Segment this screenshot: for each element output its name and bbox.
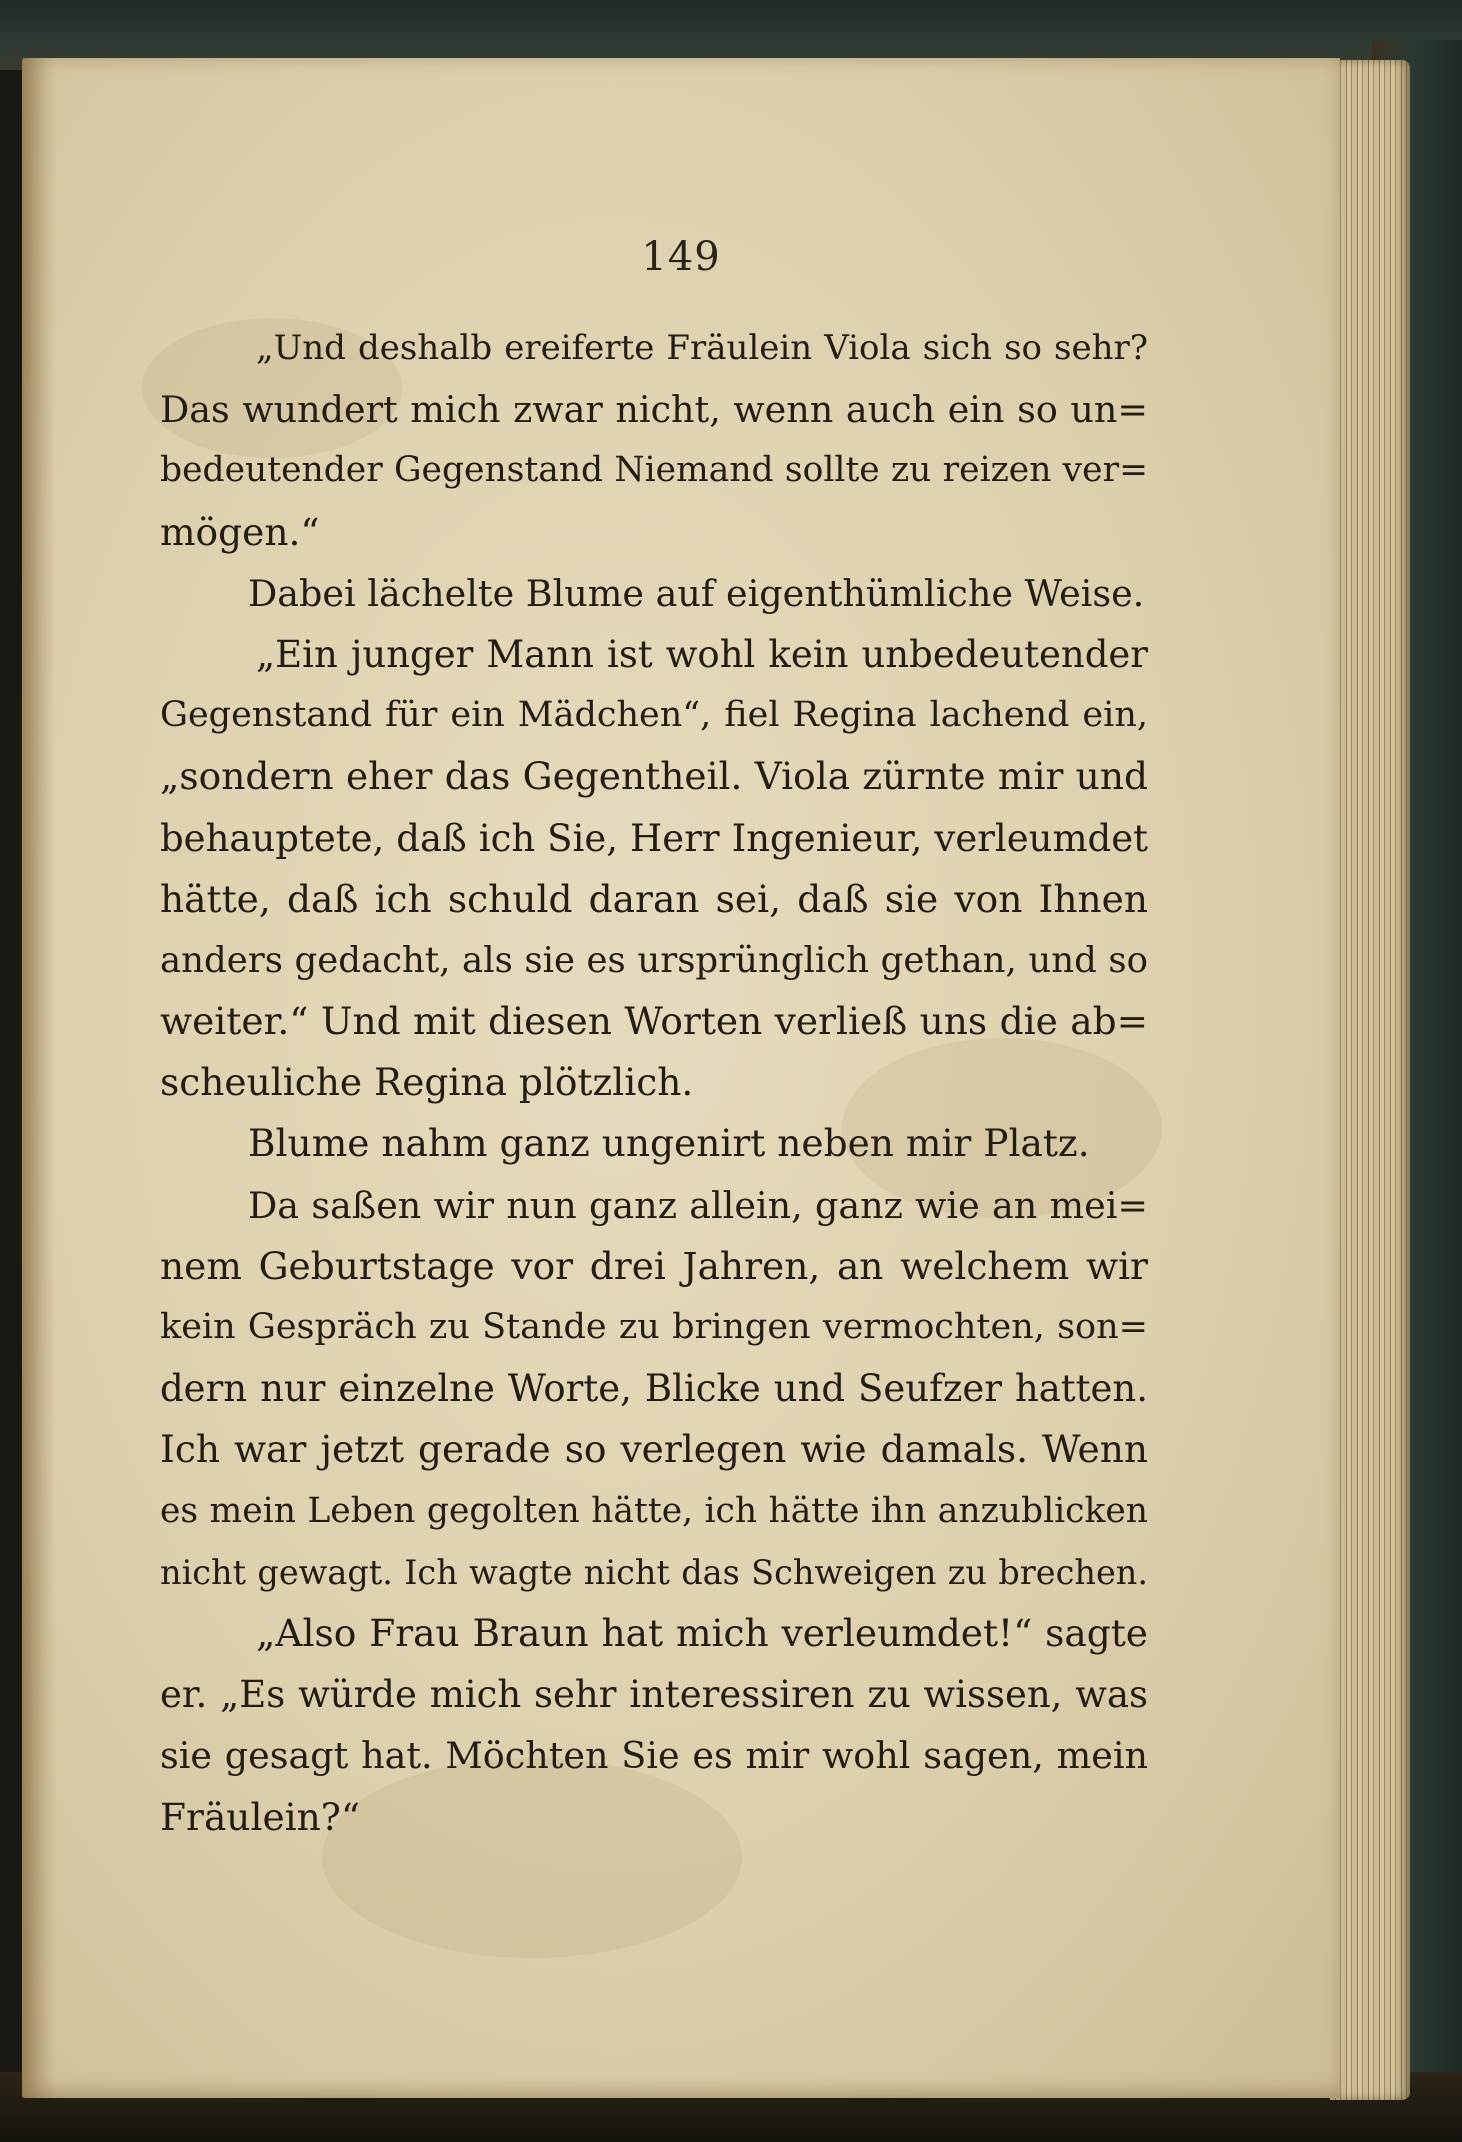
page-edges xyxy=(1330,60,1410,2100)
text-line: Da saßen wir nun ganz allein, ganz wie an mei= xyxy=(248,1183,1148,1227)
text-line: kein Gespräch zu Stande zu bringen vermochten, son= xyxy=(160,1307,1148,1347)
text-line: Gegenstand für ein Mädchen“, fiel Regina lachend ein, xyxy=(160,695,1148,736)
text-line: Dabei lächelte Blume auf eigenthümliche Weise. xyxy=(248,571,1145,615)
page-number: 149 xyxy=(641,234,721,280)
text-line: es mein Leben gegolten hätte, ich hätte ihn anzublicken xyxy=(160,1490,1148,1531)
text-line: bedeutender Gegenstand Niemand sollte zu reizen ver= xyxy=(160,450,1148,491)
text-line: Das wundert mich zwar nicht, wenn auch ein so un= xyxy=(160,388,1148,432)
body-text xyxy=(160,318,1148,1848)
text-line: „Und deshalb ereiferte Fräulein Viola sich so sehr? xyxy=(256,328,1148,368)
text-line: scheuliche Regina plötzlich. xyxy=(160,1060,694,1105)
text-line: Fräulein?“ xyxy=(160,1794,361,1839)
text-line: „Also Frau Braun hat mich verleumdet!“ sagte xyxy=(256,1610,1148,1655)
text-line: weiter.“ Und mit diesen Worten verließ uns die ab= xyxy=(160,999,1148,1044)
text-line: sie gesagt hat. Möchten Sie es mir wohl sagen, mein xyxy=(160,1734,1148,1778)
text-line: nicht gewagt. Ich wagte nicht das Schweigen zu brechen. xyxy=(160,1552,1148,1592)
page-gutter-shadow xyxy=(22,58,56,2098)
text-line: Ich war jetzt gerade so verlegen wie damals. Wenn xyxy=(160,1427,1148,1472)
text-line: „sondern eher das Gegentheil. Viola zürnte mir und xyxy=(160,754,1148,799)
text-line: „Ein junger Mann ist wohl kein unbedeutender xyxy=(256,632,1148,676)
text-line: behauptete, daß ich Sie, Herr Ingenieur, verleumdet xyxy=(160,816,1148,860)
text-line: nem Geburtstage vor drei Jahren, an welchem wir xyxy=(160,1243,1148,1288)
text-line: dern nur einzelne Worte, Blicke und Seufzer hatten. xyxy=(160,1367,1148,1411)
text-line: mögen.“ xyxy=(160,509,320,554)
text-line: er. „Es würde mich sehr interessiren zu wissen, was xyxy=(160,1673,1148,1717)
text-line: Blume nahm ganz ungenirt neben mir Platz. xyxy=(248,1121,1090,1166)
text-line: anders gedacht, als sie es ursprünglich gethan, und so xyxy=(160,939,1148,981)
text-line: hätte, daß ich schuld daran sei, daß sie von Ihnen xyxy=(160,876,1148,921)
